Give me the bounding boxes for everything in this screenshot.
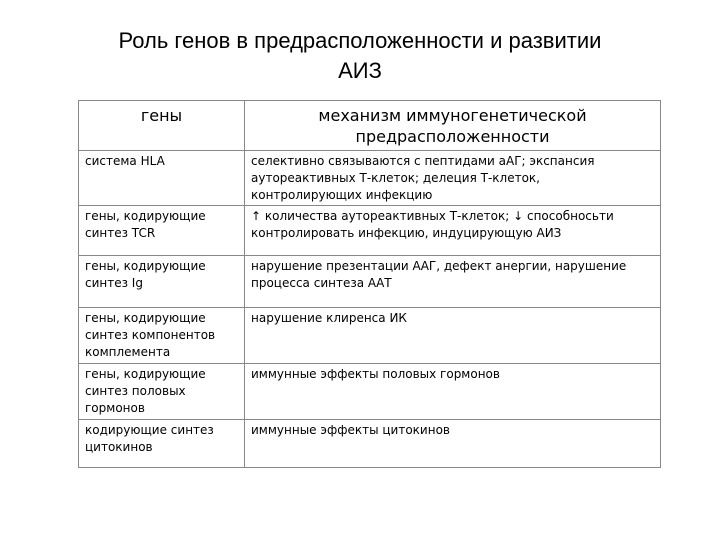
gene-cell: гены, кодирующие синтез компонентов комплемента bbox=[79, 308, 245, 364]
genes-table bbox=[78, 100, 661, 468]
gene-cell: кодирующие синтез цитокинов bbox=[79, 420, 245, 468]
mechanism-cell: нарушение клиренса ИК bbox=[245, 308, 661, 364]
mechanism-cell: нарушение презентации ААГ, дефект анергии, нарушение процесса синтеза ААТ bbox=[245, 256, 661, 308]
gene-cell: гены, кодирующие синтез Ig bbox=[79, 256, 245, 308]
table-row bbox=[79, 364, 661, 420]
slide-title bbox=[60, 26, 660, 86]
table-row bbox=[79, 151, 661, 206]
table-row bbox=[79, 420, 661, 468]
mechanism-cell: селективно связываются с пептидами аАГ; экспансия аутореактивных Т-клеток; делеция Т-клеток, контролирующих инфекцию bbox=[245, 151, 661, 206]
header-mechanism: механизм иммуногенетической предрасположенности bbox=[245, 101, 661, 151]
mechanism-cell: ↑ количества аутореактивных Т-клеток; ↓ способносьти контролировать инфекцию, индуцирующую АИЗ bbox=[245, 206, 661, 256]
title-line-1: Роль генов в предрасположенности и развитии bbox=[118, 28, 602, 53]
gene-cell: гены, кодирующие синтез TCR bbox=[79, 206, 245, 256]
gene-cell: система HLA bbox=[79, 151, 245, 206]
mechanism-cell: иммунные эффекты цитокинов bbox=[245, 420, 661, 468]
header-genes: гены bbox=[79, 101, 245, 151]
table-row bbox=[79, 206, 661, 256]
table-row bbox=[79, 256, 661, 308]
title-line-2: АИЗ bbox=[338, 58, 382, 83]
table-row bbox=[79, 308, 661, 364]
table-header-row bbox=[79, 101, 661, 151]
gene-cell: гены, кодирующие синтез половых гормонов bbox=[79, 364, 245, 420]
mechanism-cell: иммунные эффекты половых гормонов bbox=[245, 364, 661, 420]
